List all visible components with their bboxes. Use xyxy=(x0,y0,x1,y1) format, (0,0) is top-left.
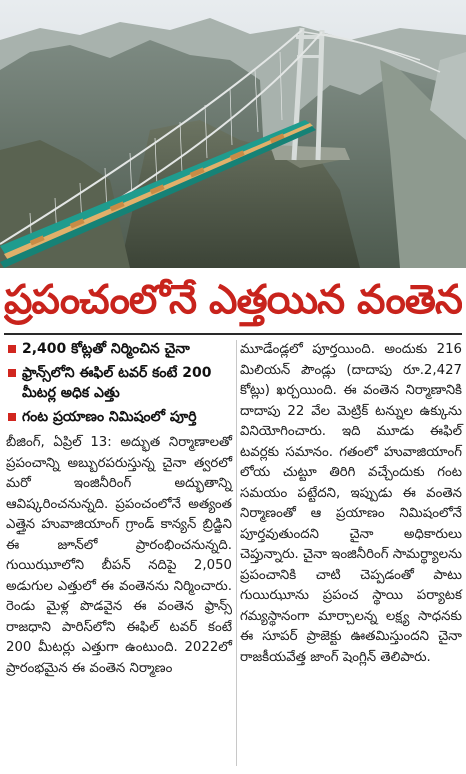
bullet-square-icon xyxy=(8,369,16,377)
bridge-photo xyxy=(0,0,466,268)
highlight-item xyxy=(6,407,232,427)
bullet-square-icon xyxy=(8,345,16,353)
article-body-left: బీజింగ్, ఏప్రిల్ 13: అద్భుత నిర్మాణాలతో ప్రపంచాన్ని అబ్బురపరుస్తున్న చైనా త్వరలో మరో ఇంజినీరింగ్ అద్భుతాన్ని ఆవిష్కరించనున్నది. ప్రపంచంలోనే అత్యంత ఎత్తైన హువాజియాంగ్ గ్రాండ్ కాన్యన్ బ్రిడ్జిని ఈ జూన్‌లో ప్రారంభించనున్నది. గుయిఝూలోని బీపన్ నదిపై 2,050 అడుగుల ఎత్తులో ఈ వంతెనను నిర్మించారు. రెండు మైళ్ల పొడవైన ఈ వంతెన ఫ్రాన్స్ రాజధాని పారిస్‌లోని ఈఫిల్ టవర్ కంటే 200 మీటర్లు ఎత్తుగా ఉంటుంది. 2022లో ప్రారంభమైన ఈ వంతెన నిర్మాణం xyxy=(6,435,232,676)
bullet-square-icon xyxy=(8,413,16,421)
highlight-item xyxy=(6,363,232,403)
highlights-list xyxy=(6,339,232,431)
highlight-text: 2,400 కోట్లతో నిర్మించిన చైనా xyxy=(22,341,190,357)
article-body-right: మూడేండ్లలో పూర్తయింది. అందుకు 216 మిలియన్ పౌండ్లు (దాదాపు రూ.2,427 కోట్లు) ఖర్చయింది. ఈ వంతెన నిర్మాణానికి దాదాపు 22 వేల మెట్రిక్ టన్నుల ఉక్కును వినియోగించారు. ఇది మూడు ఈఫిల్ టవర్లకు సమానం. గతంలో హువాజియాంగ్ లోయ చుట్టూ తిరిగి వచ్చేందుకు గంట సమయం పట్టేదని, ఇప్పుడు ఈ వంతెన నిర్మాణంతో ఆ ప్రయాణం నిమిషంలోనే పూర్తవుతుందని చైనా అధికారులు చెప్తున్నారు. చైనా ఇంజినీరింగ్ సామర్థ్యాలను ప్రపంచానికి చాటి చెప్పడంతో పాటు గుయిఝూను ప్రపంచ స్థాయి పర్యాటక గమ్యస్థానంగా మార్చాలన్న లక్ష్య సాధనకు ఈ సూపర్ ప్రాజెక్టు ఊతమిస్తుందని చైనా రాజకీయవేత్త జాంగ్ షెంగ్లిన్ తెలిపారు. xyxy=(240,342,462,665)
highlight-text: ఫ్రాన్స్‌లోని ఈఫిల్ టవర్ కంటే 200 మీటర్ల అధిక ఎత్తు xyxy=(22,365,212,401)
column-rule xyxy=(236,340,237,766)
highlight-text: గంట ప్రయాణం నిమిషంలో పూర్తి xyxy=(22,409,197,425)
headline-divider xyxy=(4,333,462,335)
headline: ప్రపంచంలోనే ఎత్తయిన వంతెన xyxy=(4,277,462,323)
highlight-item xyxy=(6,339,232,359)
